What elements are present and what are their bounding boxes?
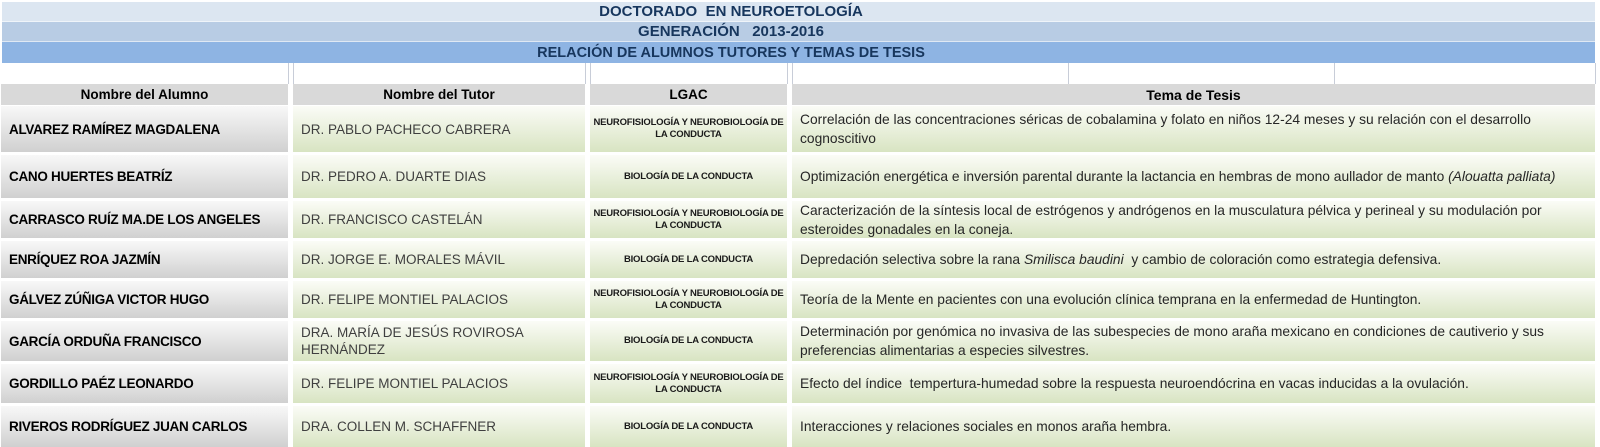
- title-relation: RELACIÓN DE ALUMNOS TUTORES Y TEMAS DE TESIS: [2, 42, 1595, 63]
- cell-tutor: DRA. MARÍA DE JESÚS ROVIROSA HERNÁNDEZ: [293, 321, 585, 361]
- cell-tutor: DR. PABLO PACHECO CABRERA: [293, 106, 585, 152]
- cell-tema: [792, 321, 1595, 361]
- cell-alumno: ENRÍQUEZ ROA JAZMÍN: [1, 241, 288, 278]
- cell-tema: [792, 106, 1595, 152]
- column-header-tutor: Nombre del Tutor: [293, 84, 585, 105]
- cell-tutor: DR. JORGE E. MORALES MÁVIL: [293, 241, 585, 278]
- gridline: [590, 63, 591, 84]
- cell-tema: [792, 155, 1595, 198]
- tema-text: Caracterización de la síntesis local de estrógenos y andrógenos en la musculatura pélvica y perineal y su modulación por esteroides gonadales en la coneja.: [800, 202, 1546, 237]
- cell-lgac: BIOLOGÍA DE LA CONDUCTA: [590, 241, 787, 278]
- tema-text: Efecto del índice tempertura-humedad sobre la respuesta neuroendócrina en vacas inducidas a la ovulación.: [800, 376, 1469, 391]
- tema-text: Determinación por genómica no invasiva de las subespecies de mono araña mexicano en condiciones de cautiverio y sus preferencias alimentarias a especies silvestres.: [800, 324, 1548, 358]
- column-header-tema: Tema de Tesis: [792, 84, 1595, 105]
- cell-alumno: GARCÍA ORDUÑA FRANCISCO: [1, 321, 288, 361]
- column-header-alumno: Nombre del Alumno: [1, 84, 288, 105]
- gridline: [585, 63, 586, 84]
- cell-lgac: NEUROFISIOLOGÍA Y NEUROBIOLOGÍA DE LA CONDUCTA: [590, 281, 787, 318]
- table-row: [1, 406, 1595, 447]
- cell-lgac: BIOLOGÍA DE LA CONDUCTA: [590, 406, 787, 447]
- cell-alumno: ALVAREZ RAMÍREZ MAGDALENA: [1, 106, 288, 152]
- title-generation: GENERACIÓN 2013-2016: [2, 22, 1595, 42]
- table-row: [1, 321, 1595, 361]
- cell-alumno: CARRASCO RUÍZ MA.DE LOS ANGELES: [1, 201, 288, 238]
- cell-alumno: GORDILLO PAÉZ LEONARDO: [1, 364, 288, 403]
- tema-text: Optimización energética e inversión parental durante la lactancia en hembras de mono aullador de manto (Alouatta palliata): [800, 169, 1556, 184]
- cell-tutor: DR. FELIPE MONTIEL PALACIOS: [293, 281, 585, 318]
- tema-text: Teoría de la Mente en pacientes con una evolución clínica temprana en la enfermedad de Huntington.: [800, 292, 1422, 307]
- cell-tutor: DRA. COLLEN M. SCHAFFNER: [293, 406, 585, 447]
- table-body: [1, 106, 1595, 447]
- cell-tema: [792, 406, 1595, 447]
- cell-lgac: NEUROFISIOLOGÍA Y NEUROBIOLOGÍA DE LA CONDUCTA: [590, 201, 787, 238]
- cell-tutor: DR. FELIPE MONTIEL PALACIOS: [293, 364, 585, 403]
- gridline: [787, 63, 788, 84]
- gridline: [1595, 63, 1596, 84]
- table-row: [1, 106, 1595, 152]
- gridline: [293, 63, 294, 84]
- cell-tutor: DR. PEDRO A. DUARTE DIAS: [293, 155, 585, 198]
- table-header-row: [1, 84, 1595, 105]
- cell-tema: [792, 201, 1595, 238]
- cell-alumno: GÁLVEZ ZÚÑIGA VICTOR HUGO: [1, 281, 288, 318]
- cell-lgac: NEUROFISIOLOGÍA Y NEUROBIOLOGÍA DE LA CONDUCTA: [590, 364, 787, 403]
- table-row: [1, 241, 1595, 278]
- cell-tema: [792, 281, 1595, 318]
- gridline: [288, 63, 289, 84]
- cell-alumno: CANO HUERTES BEATRÍZ: [1, 155, 288, 198]
- empty-row: [0, 63, 1596, 84]
- cell-lgac: BIOLOGÍA DE LA CONDUCTA: [590, 155, 787, 198]
- tema-text: Interacciones y relaciones sociales en monos araña hembra.: [800, 419, 1172, 434]
- gridline: [792, 63, 793, 84]
- column-header-lgac: LGAC: [590, 84, 787, 105]
- cell-tutor: DR. FRANCISCO CASTELÁN: [293, 201, 585, 238]
- table-row: [1, 364, 1595, 403]
- cell-tema: [792, 364, 1595, 403]
- gridline: [1068, 63, 1069, 84]
- tema-text: Depredación selectiva sobre la rana Smilisca baudini y cambio de coloración como estrategia defensiva.: [800, 252, 1442, 267]
- title-program: DOCTORADO EN NEUROETOLOGÍA: [2, 2, 1595, 22]
- cell-alumno: RIVEROS RODRÍGUEZ JUAN CARLOS: [1, 406, 288, 447]
- table-row: [1, 155, 1595, 198]
- cell-lgac: BIOLOGÍA DE LA CONDUCTA: [590, 321, 787, 361]
- table-row: [1, 281, 1595, 318]
- gridline: [1334, 63, 1335, 84]
- table-row: [1, 201, 1595, 238]
- cell-lgac: NEUROFISIOLOGÍA Y NEUROBIOLOGÍA DE LA CONDUCTA: [590, 106, 787, 152]
- cell-tema: [792, 241, 1595, 278]
- tema-text: Correlación de las concentraciones séricas de cobalamina y folato en niños 12-24 meses y su relación con el desarrollo cognoscitivo: [800, 112, 1535, 146]
